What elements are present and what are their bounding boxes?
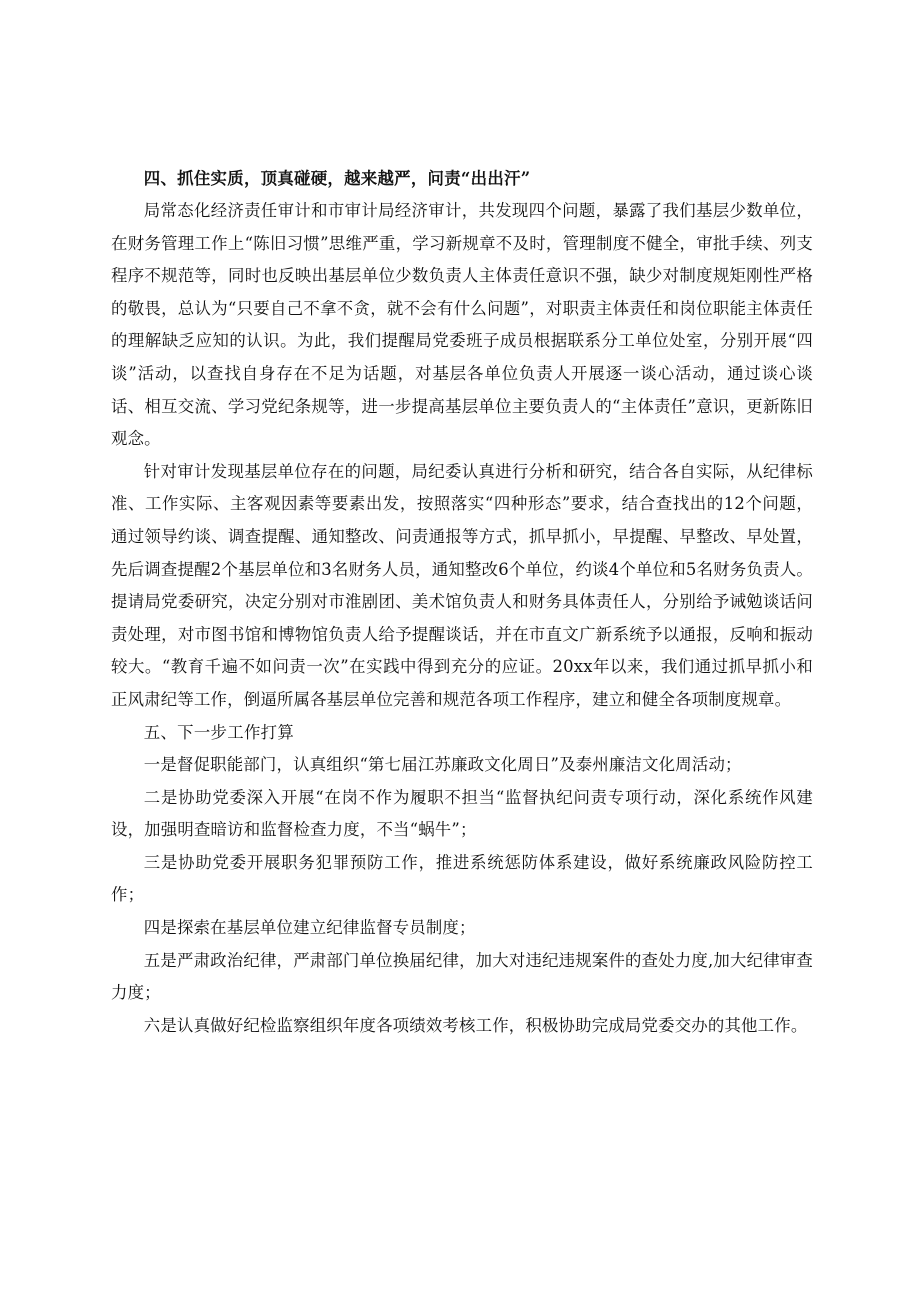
section-5-heading: 五、下一步工作打算 [143, 722, 295, 742]
plan-item-6: 六是认真做好纪检监察组织年度各项绩效考核工作，积极协助完成局党委交办的其他工作。 [143, 1015, 808, 1035]
plan-item-1: 一是督促职能部门，认真组织“第七届江苏廉政文化周日”及泰州廉洁文化周活动； [143, 755, 742, 775]
plan-item-2: 二是协助党委深入开展“在岗不作为履职不担当“监督执纪问责专项行动，深化系统作风建设，加强明查暗访和监督检查力度，不当“蜗牛”； [111, 787, 813, 840]
plan-item-4: 四是探索在基层单位建立纪律监督专员制度； [143, 918, 476, 938]
section-4-heading: 四、抓住实质，顶真碰硬，越来越严，问责“出出汗” [143, 169, 531, 188]
section-4-paragraph-2: 针对审计发现基层单位存在的问题，局纪委认真进行分析和研究，结合各自实际，从纪律标准、工作实际、主客观因素等要素出发，按照落实“四种形态”要求，结合查找出的12个问题，通过领导约谈、调查提醒、通知整改、问责通报等方式，抓早抓小，早提醒、早整改、早处置，先后调查提醒2个基层单位和3名财务人员，通知整改6个单位，约谈4个单位和5名财务负责人。提请局党委研究，决定分别对市淮剧团、美术馆负责人和财务具体责任人，分别给予诫勉谈话问责处理，对市图书馆和博物馆负责人给予提醒谈话，并在市直文广新系统予以通报，反响和振动较大。“教育千遍不如问责一次”在实践中得到充分的应证。20xx年以来，我们通过抓早抓小和正风肃纪等工作，倒逼所属各基层单位完善和规范各项工作程序，建立和健全各项制度规章。 [111, 461, 813, 709]
plan-item-5: 五是严肃政治纪律，严肃部门单位换届纪律，加大对违纪违规案件的查处力度,加大纪律审查力度； [111, 950, 813, 1003]
plan-item-3: 三是协助党委开展职务犯罪预防工作，推进系统惩防体系建设，做好系统廉政风险防控工作； [111, 852, 813, 905]
document-page [111, 165, 813, 1042]
section-4-paragraph-1: 局常态化经济责任审计和市审计局经济审计，共发现四个问题，暴露了我们基层少数单位，在财务管理工作上“陈旧习惯”思维严重，学习新规章不及时，管理制度不健全，审批手续、列支程序不规范等，同时也反映出基层单位少数负责人主体责任意识不强，缺少对制度规矩刚性严格的敬畏，总认为“只要自己不拿不贪，就不会有什么问题”，对职责主体责任和岗位职能主体责任的理解缺乏应知的认识。为此，我们提醒局党委班子成员根据联系分工单位处室，分别开展“四谈”活动，以查找自身存在不足为话题，对基层各单位负责人开展逐一谈心活动，通过谈心谈话、相互交流、学习党纪条规等，进一步提高基层单位主要负责人的“主体责任”意识，更新陈旧观念。 [111, 201, 813, 449]
